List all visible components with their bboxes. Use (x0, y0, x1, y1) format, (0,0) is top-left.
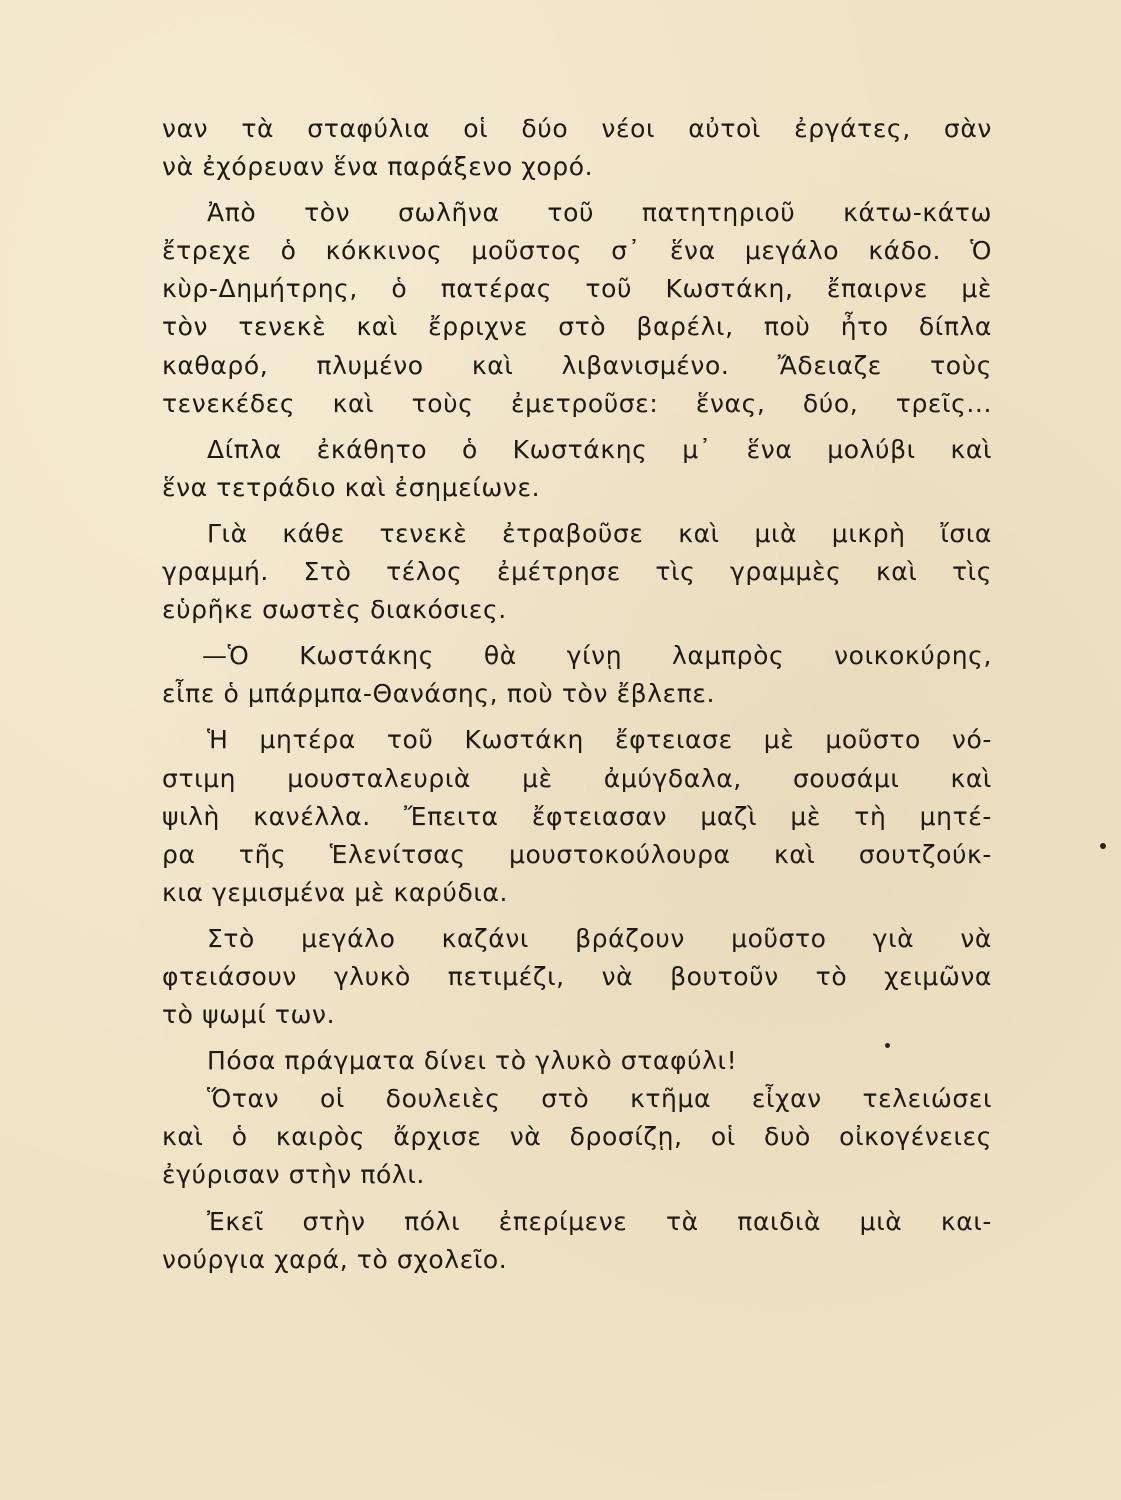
text-line-12: γραμμή. Στὸ τέλος ἐμέτρησε τὶς γραμμὲς καὶ τὶς (162, 557, 992, 587)
text-line-24: Πόσα πράγματα δίνει τὸ γλυκὸ σταφύλι! (207, 1046, 738, 1076)
text-line-23: τὸ ψωμί των. (162, 1000, 336, 1030)
ink-speck (885, 1043, 890, 1048)
body-text (162, 110, 992, 1279)
text-line-25: Ὅταν οἱ δουλειὲς στὸ κτῆμα εἶχαν τελειώσει (207, 1084, 992, 1114)
text-line-29: νούργια χαρά, τὸ σχολεῖο. (162, 1244, 508, 1274)
text-line-7: καθαρό, πλυμένο καὶ λιβανισμένο. Ἄδειαζε τοὺς (162, 350, 992, 380)
text-line-13: εὑρῆκε σωστὲς διακόσιες. (162, 595, 507, 625)
text-line-5: κὺρ-Δημήτρης, ὁ πατέρας τοῦ Κωστάκη, ἔπαιρνε μὲ (162, 274, 992, 304)
text-line-27: ἐγύρισαν στὴν πόλι. (162, 1160, 425, 1190)
text-line-4: ἔτρεχε ὁ κόκκινος μοῦστος σ᾽ ἕνα μεγάλο κάδο. Ὁ (162, 236, 992, 266)
text-line-28: Ἐκεῖ στὴν πόλι ἐπερίμενε τὰ παιδιὰ μιὰ και- (207, 1206, 992, 1236)
text-line-17: στιμη μουσταλευριὰ μὲ ἀμύγδαλα, σουσάμι καὶ (162, 763, 992, 793)
text-line-8: τενεκέδες καὶ τοὺς ἐμετροῦσε: ἕνας, δύο, τρεῖς... (162, 388, 992, 418)
text-line-15: εἶπε ὁ μπάρμπα-Θανάσης, ποὺ τὸν ἔβλεπε. (162, 679, 716, 709)
text-line-19: ρα τῆς Ἑλενίτσας μουστοκούλουρα καὶ σουτζούκ- (162, 839, 992, 869)
text-line-9: Δίπλα ἐκάθητο ὁ Κωστάκης μ᾽ ἕνα μολύβι καὶ (207, 434, 992, 464)
ink-speck (1100, 843, 1106, 849)
text-line-16: Ἡ μητέρα τοῦ Κωστάκη ἔφτειασε μὲ μοῦστο νό- (207, 725, 992, 755)
text-line-11: Γιὰ κάθε τενεκὲ ἐτραβοῦσε καὶ μιὰ μικρὴ ἴσια (207, 518, 992, 548)
text-line-3: Ἀπὸ τὸν σωλῆνα τοῦ πατητηριοῦ κάτω-κάτω (207, 198, 992, 228)
text-line-21: Στὸ μεγάλο καζάνι βράζουν μοῦστο γιὰ νὰ (207, 923, 992, 953)
text-line-22: φτειάσουν γλυκὸ πετιμέζι, νὰ βουτοῦν τὸ χειμῶνα (162, 961, 992, 991)
text-line-10: ἕνα τετράδιο καὶ ἐσημείωνε. (162, 472, 541, 502)
text-line-26: καὶ ὁ καιρὸς ἄρχισε νὰ δροσίζῃ, οἱ δυὸ οἰκογένειες (162, 1122, 992, 1152)
text-line-14: —Ὁ Κωστάκης θὰ γίνῃ λαμπρὸς νοικοκύρης, (202, 641, 992, 671)
text-line-18: ψιλὴ κανέλλα. Ἔπειτα ἔφτειασαν μαζὶ μὲ τὴ μητέ- (162, 801, 992, 831)
text-line-1: ναν τὰ σταφύλια οἱ δύο νέοι αὐτοὶ ἐργάτες, σὰν (162, 114, 992, 143)
text-line-6: τὸν τενεκὲ καὶ ἔρριχνε στὸ βαρέλι, ποὺ ἦτο δίπλα (162, 312, 992, 342)
text-line-20: κια γεμισμένα μὲ καρύδια. (162, 877, 509, 907)
text-line-2: νὰ ἐχόρευαν ἕνα παράξενο χορό. (162, 152, 594, 182)
